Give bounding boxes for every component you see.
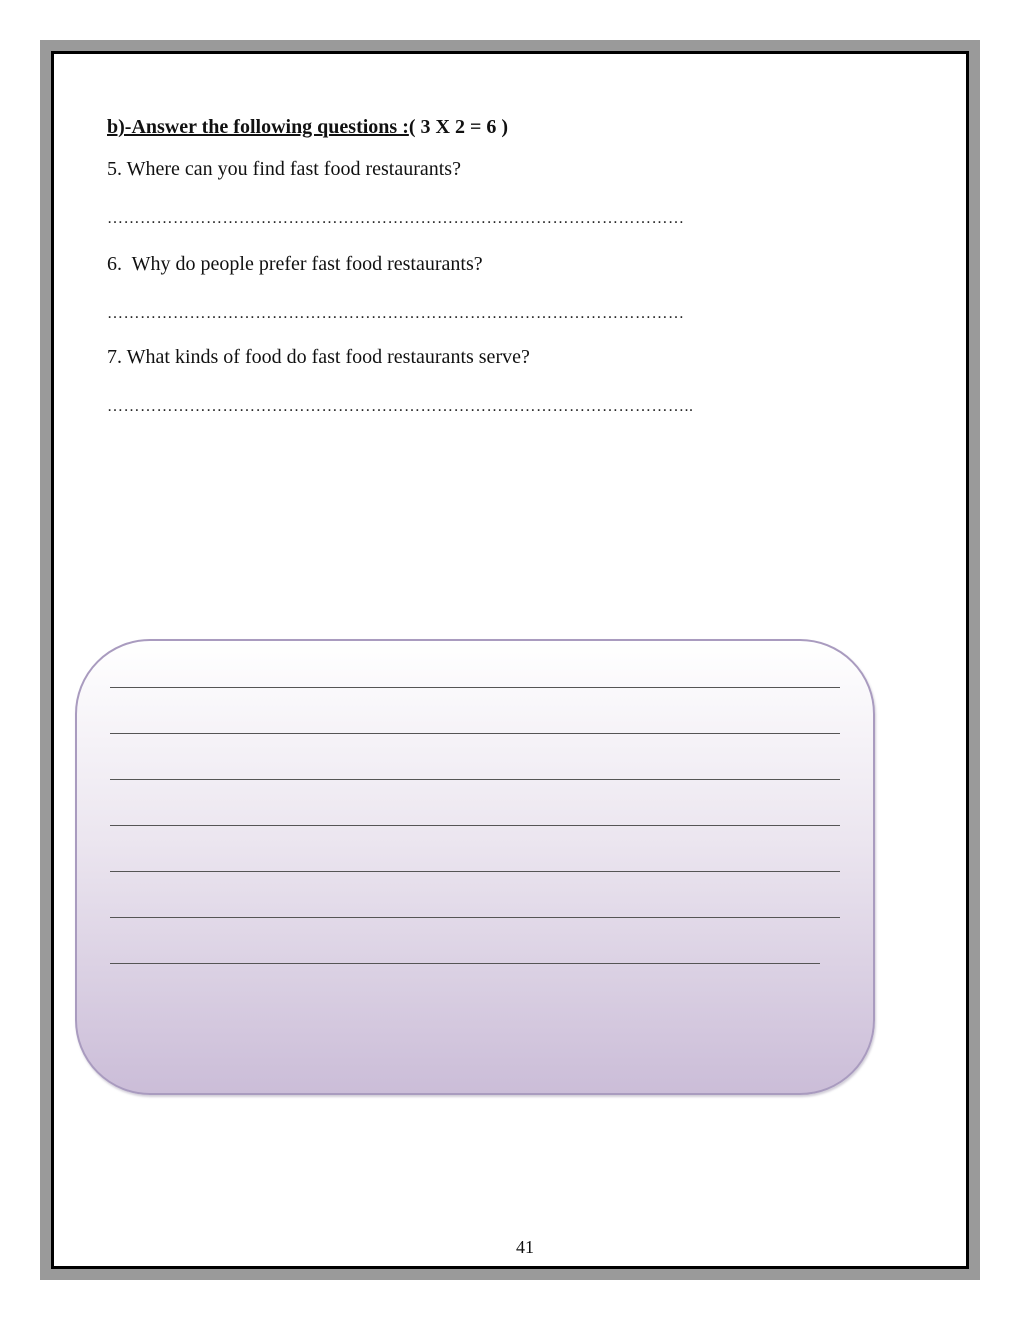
writing-line[interactable] <box>110 687 840 688</box>
question-7: 7. What kinds of food do fast food restaurants serve? <box>107 346 530 368</box>
writing-line[interactable] <box>110 917 840 918</box>
answer-line-6[interactable]: …………………………………………………………………………………………… <box>107 305 685 322</box>
question-6: 6. Why do people prefer fast food restaurants? <box>107 253 483 275</box>
section-heading-title: b)-Answer the following questions : <box>107 116 409 138</box>
writing-line[interactable] <box>110 963 820 964</box>
writing-line[interactable] <box>110 779 840 780</box>
answer-line-7[interactable]: …………………………………………………………………………………………….. <box>107 398 694 415</box>
section-heading <box>107 116 508 139</box>
answer-line-5[interactable]: …………………………………………………………………………………………… <box>107 210 685 227</box>
section-heading-marks: ( 3 X 2 = 6 ) <box>408 116 509 138</box>
writing-box[interactable] <box>75 639 875 1095</box>
question-5: 5. Where can you find fast food restaurants? <box>107 158 461 180</box>
page-number: 41 <box>516 1237 534 1257</box>
writing-line[interactable] <box>110 733 840 734</box>
writing-line[interactable] <box>110 871 840 872</box>
writing-line[interactable] <box>110 825 840 826</box>
